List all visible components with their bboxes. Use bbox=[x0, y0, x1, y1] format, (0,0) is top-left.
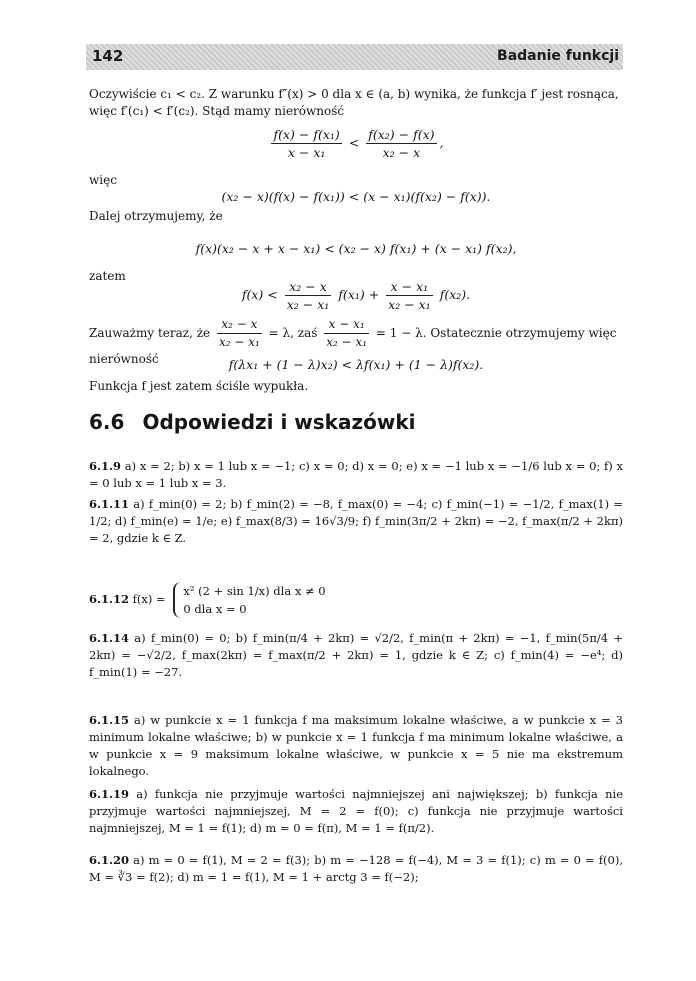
proof-paragraph-2: Dalej otrzymujemy, że bbox=[89, 209, 223, 223]
denominator: x₂ − x₁ bbox=[326, 335, 368, 349]
section-number: 6.6 bbox=[89, 410, 125, 434]
page-header bbox=[86, 44, 623, 70]
answer-text: a) x = 2; b) x = 1 lub x = −1; c) x = 0; d) x = 0; e) x = −1 lub x = −1/6 lub x = 0; f) x = 0 lub x = 1 lub x = 3. bbox=[89, 459, 623, 490]
answer-6-1-15 bbox=[89, 712, 623, 780]
equation-2: (x₂ − x)(f(x) − f(x₁)) < (x − x₁)(f(x₂) − f(x)). bbox=[221, 189, 491, 204]
numerator: f(x) − f(x₁) bbox=[273, 127, 340, 142]
numerator: x₂ − x bbox=[285, 278, 332, 296]
fraction bbox=[217, 316, 262, 351]
relation: < bbox=[348, 135, 360, 150]
word-wiec: więc bbox=[89, 173, 117, 187]
fraction bbox=[366, 126, 436, 161]
answer-text: a) f_min(0) = 2; b) f_min(2) = −8, f_max(0) = −4; c) f_min(−1) = −1/2, f_max(1) = 1/2; d) f_min(e) = 1/e; e) f_max(8/3) = 16√3/9; f) f_min(3π/2 + 2kπ) = −2, f_max(π/2 + 2kπ) = 2, gdzie k ∈ Z. bbox=[89, 497, 623, 545]
exercise-number: 6.1.15 bbox=[89, 713, 130, 727]
section-heading bbox=[89, 410, 416, 434]
answer-6-1-20 bbox=[89, 852, 623, 886]
piecewise-brace bbox=[173, 582, 325, 618]
proof-conclusion: Funkcja f jest zatem ściśle wypukła. bbox=[89, 379, 309, 393]
answer-text: a) w punkcie x = 1 funkcja f ma maksimum lokalne właściwe, a w punkcie x = 3 minimum lokalne właściwe; b) w punkcie x = 1 funkcja f ma minimum lokalne właściwe, a w punkcie x = 9 maksimum lokalne właściwe, w punkcie x = 5 nie ma ekstremum lokalnego. bbox=[89, 713, 623, 778]
proof-paragraph-1 bbox=[89, 86, 623, 120]
exercise-number: 6.1.11 bbox=[89, 497, 130, 511]
answer-6-1-9 bbox=[89, 458, 623, 492]
denominator: x − x₁ bbox=[287, 145, 326, 160]
equation-4 bbox=[89, 278, 623, 313]
case-line: 0 dla x = 0 bbox=[183, 602, 247, 616]
section-title: Odpowiedzi i wskazówki bbox=[142, 410, 416, 434]
equation-5: f(λx₁ + (1 − λ)x₂) < λf(x₁) + (1 − λ)f(x₂). bbox=[228, 357, 484, 372]
denominator: x₂ − x₁ bbox=[388, 297, 431, 312]
proof-text: nierówność bbox=[89, 352, 159, 366]
numerator: x − x₁ bbox=[324, 316, 369, 334]
denominator: x₂ − x bbox=[382, 145, 421, 160]
chapter-title: Badanie funkcji bbox=[497, 48, 619, 64]
answer-6-1-12 bbox=[89, 582, 623, 618]
answer-text: a) funkcja nie przyjmuje wartości najmniejszej ani największej; b) funkcja nie przyjmuje wartości najmniejszej, M = 2 = f(0); c) funkcja nie przyjmuje wartości najmniejszej, M = 1 = f(1); d) m = 0 = f(π), M = 1 = f(π/2). bbox=[89, 787, 623, 835]
case-line: x² (2 + sin 1/x) dla x ≠ 0 bbox=[183, 584, 326, 598]
answer-text: a) m = 0 = f(1), M = 2 = f(3); b) m = −128 = f(−4), M = 3 = f(1); c) m = 0 = f(0), M = ∛3 = f(2); d) m = 1 = f(1), M = 1 + arctg 3 = f(−2); bbox=[89, 853, 623, 884]
exercise-number: 6.1.14 bbox=[89, 631, 130, 645]
term: f(x₂). bbox=[439, 287, 471, 302]
exercise-number: 6.1.12 bbox=[89, 592, 130, 606]
answer-6-1-19 bbox=[89, 786, 623, 837]
numerator: f(x₂) − f(x) bbox=[368, 127, 435, 142]
fraction bbox=[324, 316, 369, 351]
proof-text: = λ, zaś bbox=[268, 326, 318, 340]
numerator: x₂ − x bbox=[217, 316, 262, 334]
answer-text: a) f_min(0) = 0; b) f_min(π/4 + 2kπ) = √2/2, f_min(π + 2kπ) = −1, f_min(5π/4 + 2kπ) = −√2/2, f_max(2kπ) = f_max(π/2 + 2kπ) = 1, gdzie k ∈ Z; c) f_min(4) = −e⁴; d) f_min(1) = −27. bbox=[89, 631, 623, 679]
proof-text: Zauważmy teraz, że bbox=[89, 326, 211, 340]
proof-text: Oczywiście c₁ < c₂. Z warunku f″(x) > 0 dla x ∈ (a, b) wynika, że funkcja f′ jest rosnąca, bbox=[89, 87, 619, 101]
exercise-number: 6.1.19 bbox=[89, 787, 130, 801]
denominator: x₂ − x₁ bbox=[286, 297, 330, 312]
fraction bbox=[285, 278, 332, 313]
fraction bbox=[271, 126, 341, 161]
punctuation: , bbox=[439, 135, 444, 150]
answer-6-1-11 bbox=[89, 496, 623, 547]
word-zatem: zatem bbox=[89, 269, 126, 283]
equation-1 bbox=[89, 126, 623, 161]
denominator: x₂ − x₁ bbox=[218, 335, 260, 349]
equation-3: f(x)(x₂ − x + x − x₁) < (x₂ − x) f(x₁) + (x − x₁) f(x₂), bbox=[195, 241, 517, 256]
exercise-number: 6.1.9 bbox=[89, 459, 122, 473]
answer-text: f(x) = bbox=[129, 592, 166, 606]
exercise-number: 6.1.20 bbox=[89, 853, 130, 867]
proof-text: = 1 − λ. Ostatecznie otrzymujemy więc bbox=[375, 326, 617, 340]
proof-text: więc f′(c₁) < f′(c₂). Stąd mamy nierówność bbox=[89, 104, 345, 118]
page-number: 142 bbox=[92, 47, 124, 65]
answer-6-1-14 bbox=[89, 630, 623, 681]
term: f(x₁) + bbox=[338, 287, 380, 302]
numerator: x − x₁ bbox=[386, 278, 433, 296]
fraction bbox=[386, 278, 433, 313]
lhs: f(x) < bbox=[241, 287, 278, 302]
